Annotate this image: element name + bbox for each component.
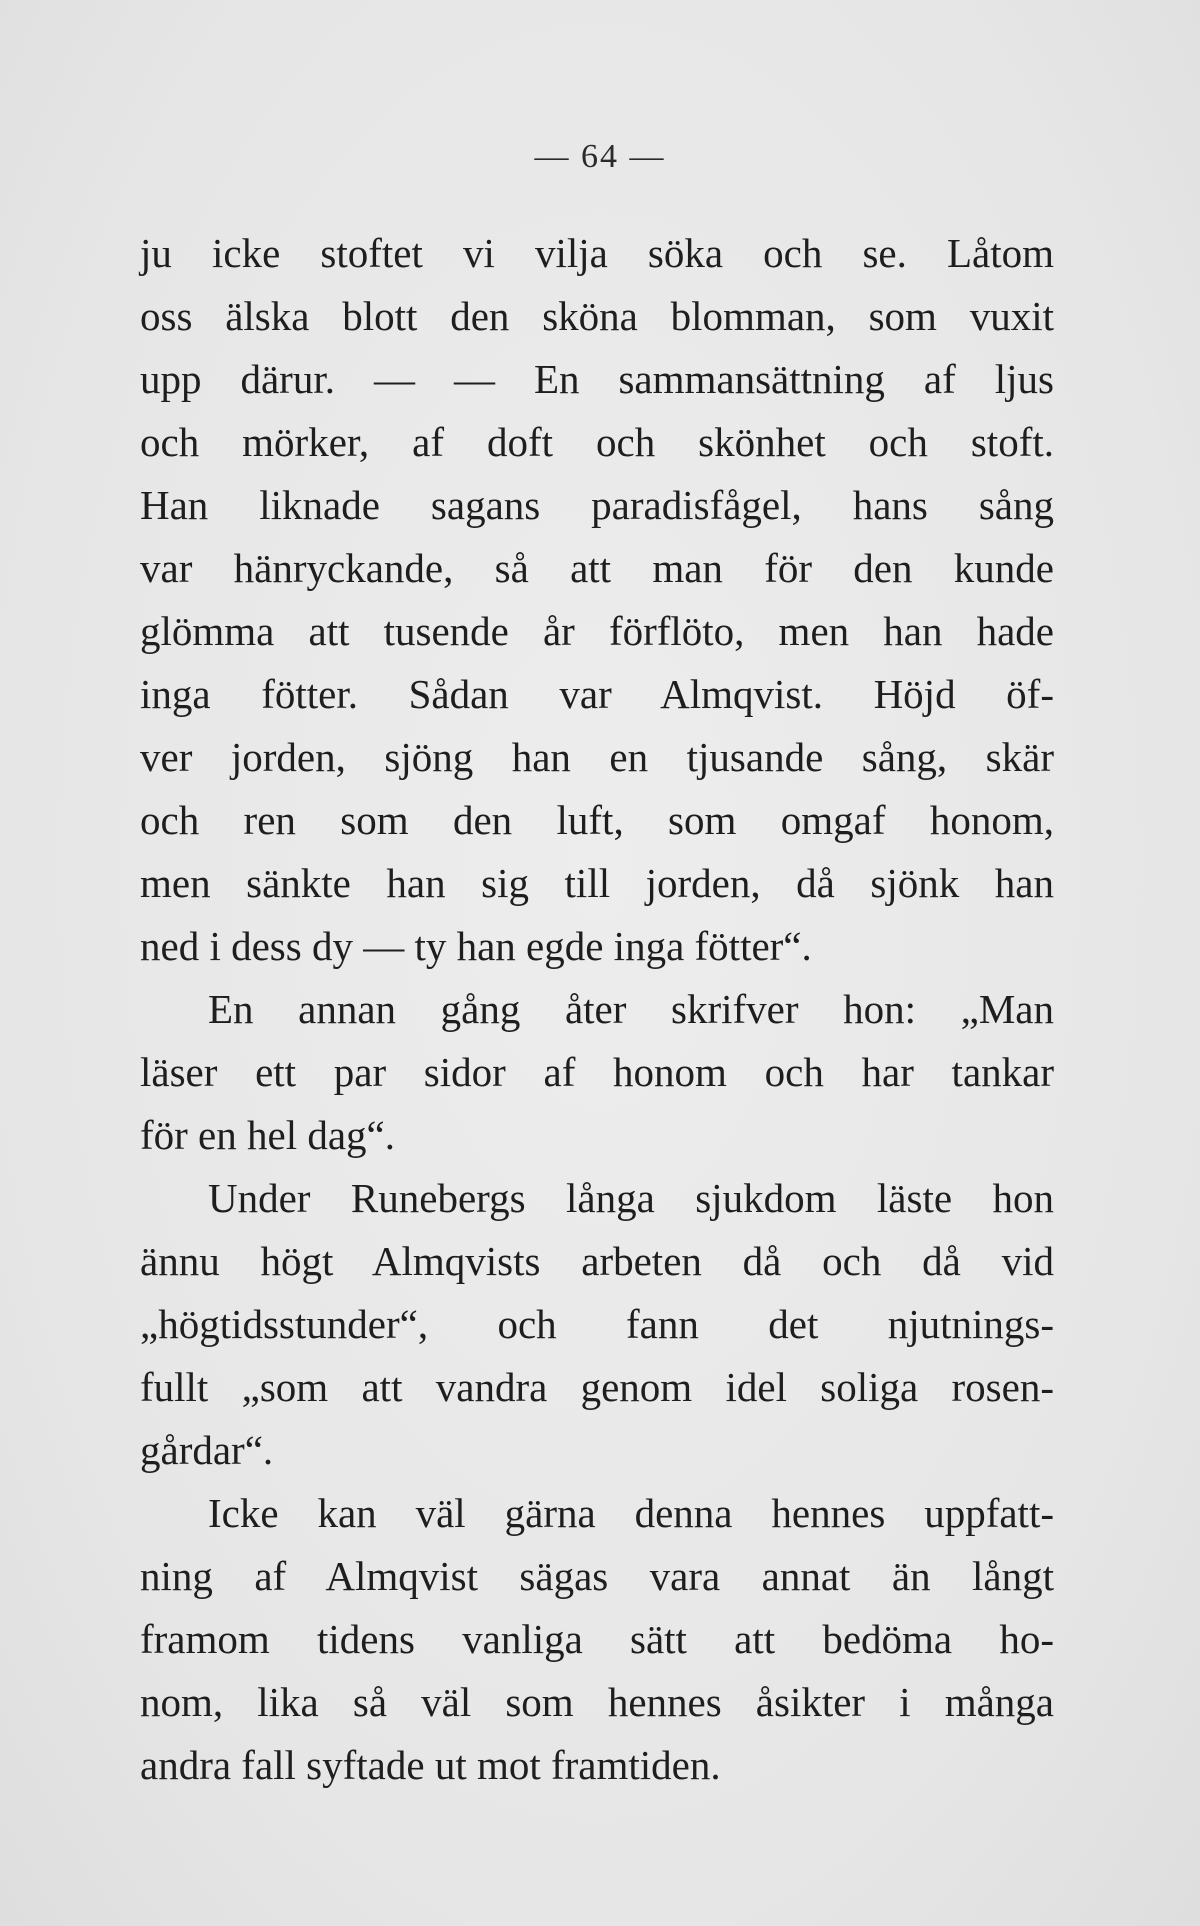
text-line: och mörker, af doft och skönhet och stoft.: [140, 419, 1054, 465]
text-line: Under Runebergs långa sjukdom läste hon: [208, 1175, 1054, 1221]
text-line: läser ett par sidor af honom och har tankar: [140, 1049, 1054, 1095]
text-line: fullt „som att vandra genom idel soliga rosen-: [140, 1364, 1054, 1410]
text-line: ju icke stoftet vi vilja söka och se. Låtom: [140, 230, 1054, 276]
text-line: ver jorden, sjöng han en tjusande sång, skär: [140, 734, 1054, 780]
text-line: gårdar“.: [140, 1427, 274, 1473]
text-line: glömma att tusende år förflöto, men han hade: [140, 608, 1054, 654]
text-line: Han liknade sagans paradisfågel, hans sång: [140, 482, 1054, 528]
text-line: och ren som den luft, som omgaf honom,: [140, 797, 1054, 843]
text-line: andra fall syftade ut mot framtiden.: [140, 1742, 721, 1788]
text-line: Icke kan väl gärna denna hennes uppfatt-: [208, 1490, 1054, 1536]
text-line: oss älska blott den sköna blomman, som vuxit: [140, 293, 1054, 339]
text-line: „högtidsstunder“, och fann det njutnings-: [140, 1301, 1054, 1347]
text-line: inga fötter. Sådan var Almqvist. Höjd öf-: [140, 671, 1054, 717]
text-line: ned i dess dy — ty han egde inga fötter“.: [140, 923, 812, 969]
text-line: ning af Almqvist sägas vara annat än långt: [140, 1553, 1054, 1599]
text-line: var hänryckande, så att man för den kunde: [140, 545, 1054, 591]
text-line: ännu högt Almqvists arbeten då och då vid: [140, 1238, 1054, 1284]
text-line: nom, lika så väl som hennes åsikter i många: [140, 1679, 1054, 1725]
body-text: [140, 222, 1054, 1797]
text-line: En annan gång åter skrifver hon: „Man: [208, 986, 1054, 1032]
text-line: framom tidens vanliga sätt att bedöma ho-: [140, 1616, 1054, 1662]
text-line: men sänkte han sig till jorden, då sjönk han: [140, 860, 1054, 906]
text-line: för en hel dag“.: [140, 1112, 395, 1158]
page-number: — 64 —: [534, 138, 666, 175]
text-line: upp därur. — — En sammansättning af ljus: [140, 356, 1054, 402]
